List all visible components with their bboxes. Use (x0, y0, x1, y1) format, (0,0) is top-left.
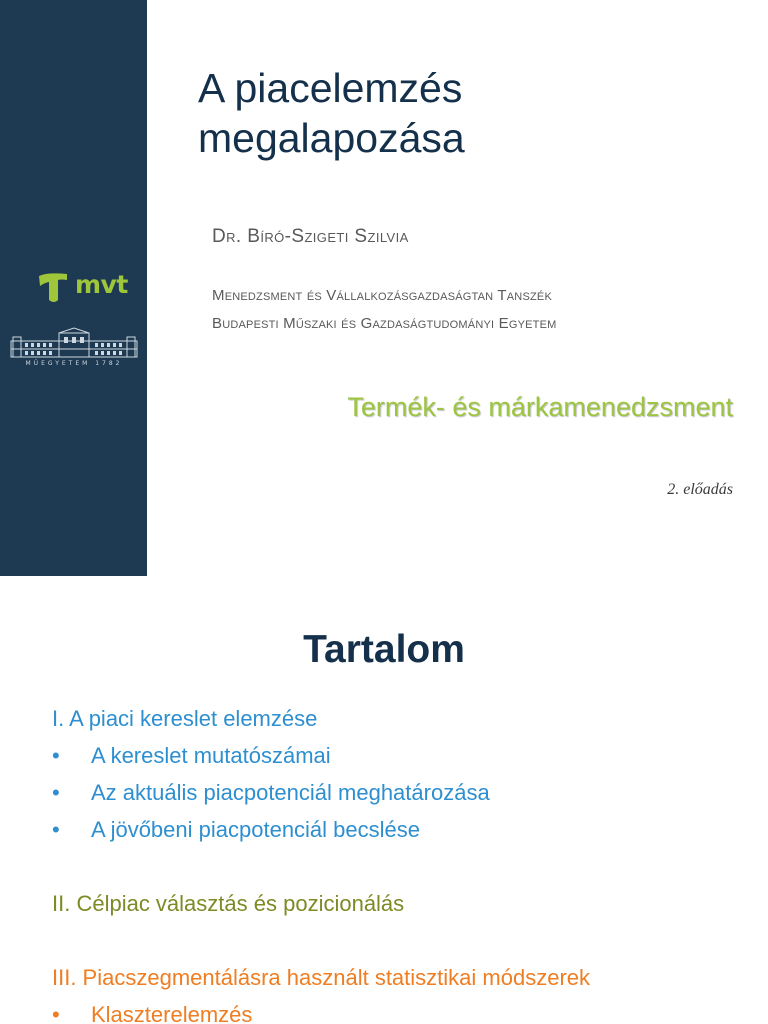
university-name: Budapesti Műszaki és Gazdaságtudományi Egyetem (212, 315, 557, 332)
toc-item (52, 743, 331, 769)
toc-item (52, 780, 490, 806)
toc-section-2 (52, 891, 404, 917)
toc-item-text: A kereslet mutatószámai (91, 743, 331, 768)
university-building-icon (9, 327, 139, 367)
toc-item-text: I. A piaci kereslet elemzése (52, 706, 318, 731)
toc-item-text: Az aktuális piacpotenciál meghatározása (91, 780, 490, 805)
bullet-icon: • (52, 817, 60, 842)
course-name: Termék- és márkamenedzsment (347, 392, 733, 422)
toc-section-1 (52, 706, 317, 732)
logo-text: mvt (75, 270, 128, 299)
toc-item-text: III. Piacszegmentálásra használt statisztikai módszerek (52, 965, 591, 990)
sidebar (0, 0, 147, 576)
toc-item-text: Klaszterelemzés (91, 1002, 253, 1024)
toc-item-text: II. Célpiac választás és pozicionálás (52, 891, 405, 916)
contents-slide (0, 576, 768, 1024)
toc-item (52, 817, 420, 843)
bullet-icon: • (52, 780, 60, 805)
t-letter-icon (37, 270, 71, 304)
toc-item (52, 1002, 252, 1024)
author-name: Dr. Bíró-Szigeti Szilvia (212, 226, 409, 247)
lecture-number: 2. előadás (667, 481, 733, 498)
department-name: Menedzsment és Vállalkozásgazdaságtan Tanszék (212, 287, 552, 304)
title-line-1: A piacelemzés (198, 65, 463, 111)
mvt-logo (37, 268, 128, 306)
title-line-2: megalapozása (198, 115, 465, 161)
toc-section-3 (52, 965, 590, 991)
building-caption: MŰEGYETEM 1782 (25, 360, 123, 367)
bullet-icon: • (52, 1002, 60, 1024)
bullet-icon: • (52, 743, 60, 768)
toc-item-text: A jövőbeni piacpotenciál becslése (91, 817, 421, 842)
slide-title (198, 63, 718, 163)
contents-title: Tartalom (303, 628, 465, 671)
